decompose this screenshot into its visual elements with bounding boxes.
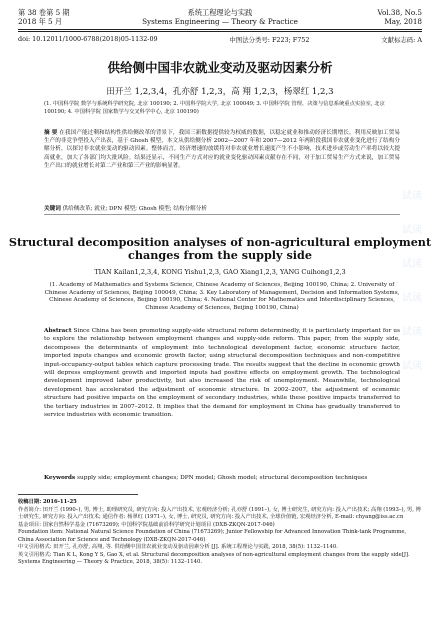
watermark: 试读 试读 试读 试读 试读 试读 [402,191,422,372]
affiliation-en: (1. Academy of Mathematics and Systems Science, Chinese Academy of Sciences, Beijing 100190, China; 2. University of Chinese Academy of Sciences, Beijing 100049, China; 3. Key Laboratory of Management, Decision and Information Systems, Chinese Academy of Sciences, Beijing 100190, China; 4. National Center for Mathematics and Interdisciplinary Sciences, Chinese Academy of Sciences, Beijing 100190, China) [44,282,400,311]
journal-name-en: Systems Engineering — Theory & Practice [142,17,298,26]
volume-en: Vol.38, No.5 [377,8,422,17]
abstract-label-cn: 摘 要 [44,130,58,136]
keywords-label-en: Keywords [44,475,76,481]
date-en: May, 2018 [384,17,422,26]
abstract-en [44,327,400,419]
section-divider [44,214,400,215]
abstract-text-en: Since China has been promoting supply-side structural reform determinedly, it is particularly important for us to explore the relationship between employment changes and supply-side reform. This paper, from the supply side, decomposes the determinants of employment into technological development factor, economic structure factor, imported inputs changes and economic growth factor, using structural decomposition techniques and non-competitive input-occupancy-output tables which capture processing trade. The results suggest that the decline in economic growth will depress employment growth and imported inputs had positive effects on employment growth. The technological development improved labor productivity, but also increased the risk of unemployment. Meanwhile, technological development has accelerated the adjustment of economic structure. In 2002–2007, the adjustment of economic structure had positive impacts on the employment of secondary industries, while these positive impacts transferred to the tertiary industries in 2007–2012. It implies that the demand for employment in China has gradually transferred to service industries with economic transition. [44,328,400,419]
received-date: 收稿日期: 2016-11-25 [18,499,77,505]
running-header [18,8,422,26]
citation-en: 英文引用格式: Tian K L, Kong Y S, Gao X, et al. Structural decomposition analyses of non-agricultural employment changes from the supply side[J]. Systems Engineering — Theory & Practice, 2018, 38(5): 1132–1140. [18,551,410,565]
clc-code: 中图法分类号: F223; F752 [229,36,310,44]
title-en: Structural decomposition analyses of non-agricultural employment changes from the supply side [8,235,432,262]
funding-en: Foundation item: National Natural Science Foundation of China (71673269); Junior Fellowship for Advanced Innovation Think-tank Programme, China Association for Science and Technology (DXB-ZKQN-2017-046) [18,529,407,543]
header-rule-thin [18,31,422,32]
funding-cn: 基金项目: 国家自然科学基金 (71673269); 中国科学院基础前沿科学研究计划项目 (DXB-ZKQN-2017-046) [18,521,275,528]
footnote-rule [18,494,138,495]
citation-cn: 中文引用格式: 田开兰, 孔亦舒, 高翔, 等. 供给侧中国非农就业变动及驱动因素分析 [J]. 系统工程理论与实践, 2018, 38(5): 1132–1140. [18,544,338,550]
abstract-cn [44,129,400,170]
keywords-cn [44,204,400,212]
volume-cn: 第 38 卷第 5 期 [18,8,70,17]
abstract-label-en: Abstract [44,328,72,334]
doi[interactable]: doi: 10.12011/1000-6788(2018)05-1132-09 [18,35,158,43]
affiliation-cn: (1. 中国科学院 数学与系统科学研究院, 北京 100190; 2. 中国科学院大学, 北京 100049; 3. 中国科学院 管理、决策与信息系统重点实验室, 北京 100190; 4. 中国科学院 国家数学与交叉科学中心, 北京 100190) [44,101,385,115]
title-cn: 供给侧中国非农就业变动及驱动因素分析 [107,60,333,75]
keywords-en [44,474,400,482]
date-cn: 2018 年 5 月 [18,17,63,26]
header-rule [18,29,422,30]
footnotes [18,499,422,567]
doc-code: 文献标志码: A [381,36,422,44]
journal-name-cn: 系统工程理论与实践 [187,8,253,17]
authors-cn: 田开兰 1,2,3,4，孔亦舒 1,2,3，高 翔 1,2,3，杨翠红 1,2,3 [106,87,334,97]
keywords-text-en: supply side; employment changes; DPN model; Ghosh model; structural decomposition techniques [77,475,368,481]
author-bios: 作者简介: 田开兰 (1990–), 男, 博士, 助理研究员, 研究方向: 投入产出技术, 宏观经济分析; 孔亦舒 (1991–), 女, 博士研究生, 研究方向: 投入产出技术; 高翔 (1993–), 男, 博士研究生, 研究方向: 投入产出技术; 通信作者: 杨翠红 (1971–), 女, 博士, 研究员, 研究方向: 投入产出技术, 全球价值链, 宏观经济分析, E-mail: chyang@iss.ac.cn [18,506,421,520]
authors-en: TIAN Kailan1,2,3,4, KONG Yishu1,2,3, GAO Xiang1,2,3, YANG Cuihong1,2,3 [94,268,346,276]
keywords-label-cn: 关键词 [44,206,61,212]
abstract-text-cn: 在我国产能过剩和结构性供给侧改革的背景下，我国三新数据提供较为权威的数据，以稳定就业和推动经济长期增长。利用反映加工贸易生产的非竞争型投入产出表，基于 Ghosh 模型，本文从供给侧分析 2002—2007 年和 2007—2012 年两阶段我国非农就业变化进行了结构分解分析，以探讨非农就业变动的驱动因素。整体而言，经济增速的放缓将对非农就业增长速度产生不小影响，技术进步或劳动生产率将以较大提高就业，加大了各部门均大批风险。结果还显示，不同生产方式对应的就业变化驱动因素贡献存在不同，对于加工贸易生产方式来说，加工贸易生产出口的就业增长对第二产业和第三产业的影响显著。 [44,130,401,169]
keywords-text-cn: 供给侧改革; 就业; DPN 模型; Ghosh 模型; 结构分解分析 [62,206,207,212]
article-meta [18,35,422,44]
